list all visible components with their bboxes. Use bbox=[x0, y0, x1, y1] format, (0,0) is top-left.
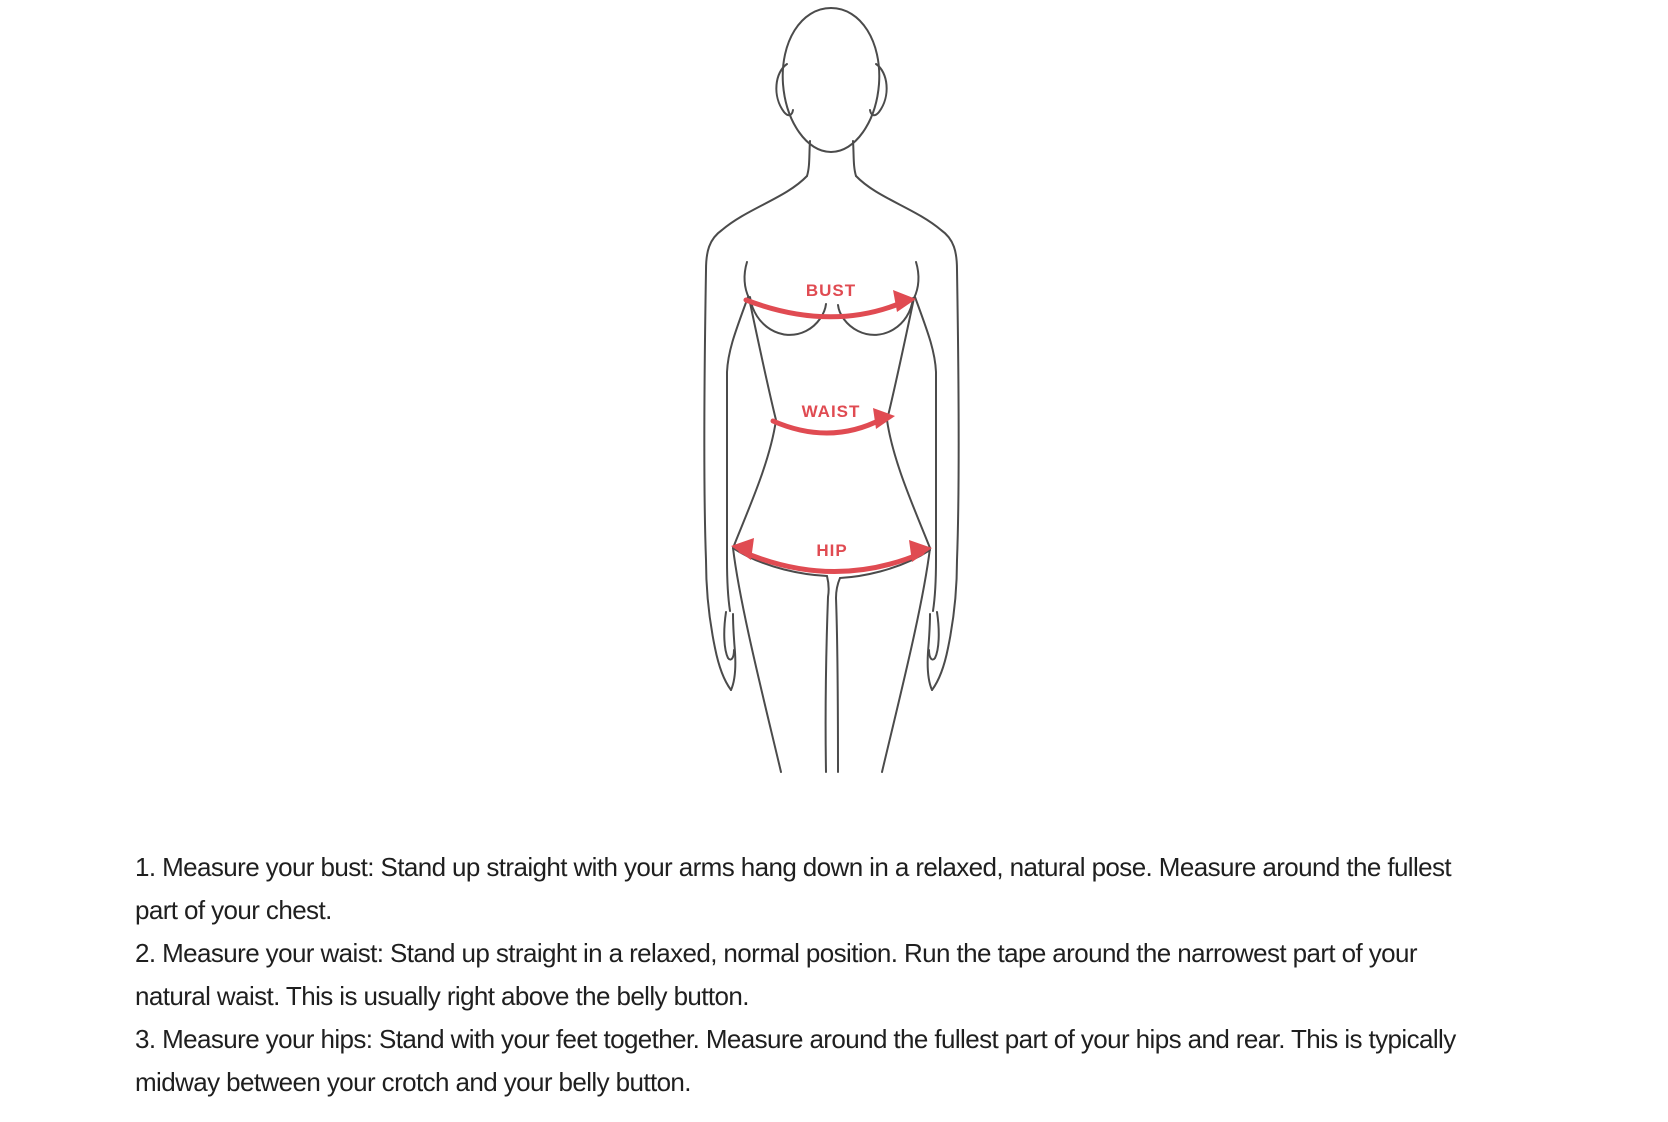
figure-outline bbox=[704, 8, 958, 772]
left-inner-arm bbox=[727, 297, 748, 611]
instruction-bust-line-1: 1. Measure your bust: Stand up straight with your arms hang down in a relaxed, natural pose. Measure around the fullest bbox=[135, 852, 1452, 882]
instruction-waist-line-2: natural waist. This is usually right above the belly button. bbox=[135, 981, 749, 1011]
head-outline bbox=[783, 8, 880, 152]
instruction-hips-line-1: 3. Measure your hips: Stand with your feet together. Measure around the fullest part of your hips and rear. This is typically bbox=[135, 1024, 1456, 1054]
instruction-hips-line-2: midway between your crotch and your belly button. bbox=[135, 1067, 691, 1097]
hip-measurement bbox=[731, 538, 932, 572]
inner-leg-right bbox=[836, 578, 840, 772]
neck-left bbox=[807, 141, 810, 176]
instruction-bust-line-2: part of your chest. bbox=[135, 895, 332, 925]
right-shoulder-arm bbox=[856, 176, 959, 690]
waist-arrowhead-right bbox=[873, 408, 895, 429]
right-inner-arm bbox=[915, 297, 936, 611]
waist-tape-line bbox=[773, 419, 882, 433]
measurement-instructions bbox=[135, 846, 1456, 1104]
left-shoulder-arm bbox=[704, 176, 807, 690]
inner-leg-left bbox=[826, 576, 829, 772]
torso-left bbox=[733, 298, 781, 772]
right-armpit bbox=[914, 262, 918, 298]
waist-label: WAIST bbox=[801, 402, 861, 421]
bust-tape-line bbox=[746, 300, 901, 317]
waist-measurement bbox=[773, 402, 895, 433]
bust-measurement bbox=[746, 281, 916, 317]
torso-right bbox=[882, 298, 930, 772]
instruction-waist-line-1: 2. Measure your waist: Stand up straight in a relaxed, normal position. Run the tape around the narrowest part of your bbox=[135, 938, 1417, 968]
left-armpit bbox=[745, 262, 749, 298]
bust-label: BUST bbox=[805, 281, 857, 300]
hip-label: HIP bbox=[816, 541, 848, 560]
left-ear bbox=[776, 64, 793, 115]
neck-right bbox=[853, 141, 856, 176]
